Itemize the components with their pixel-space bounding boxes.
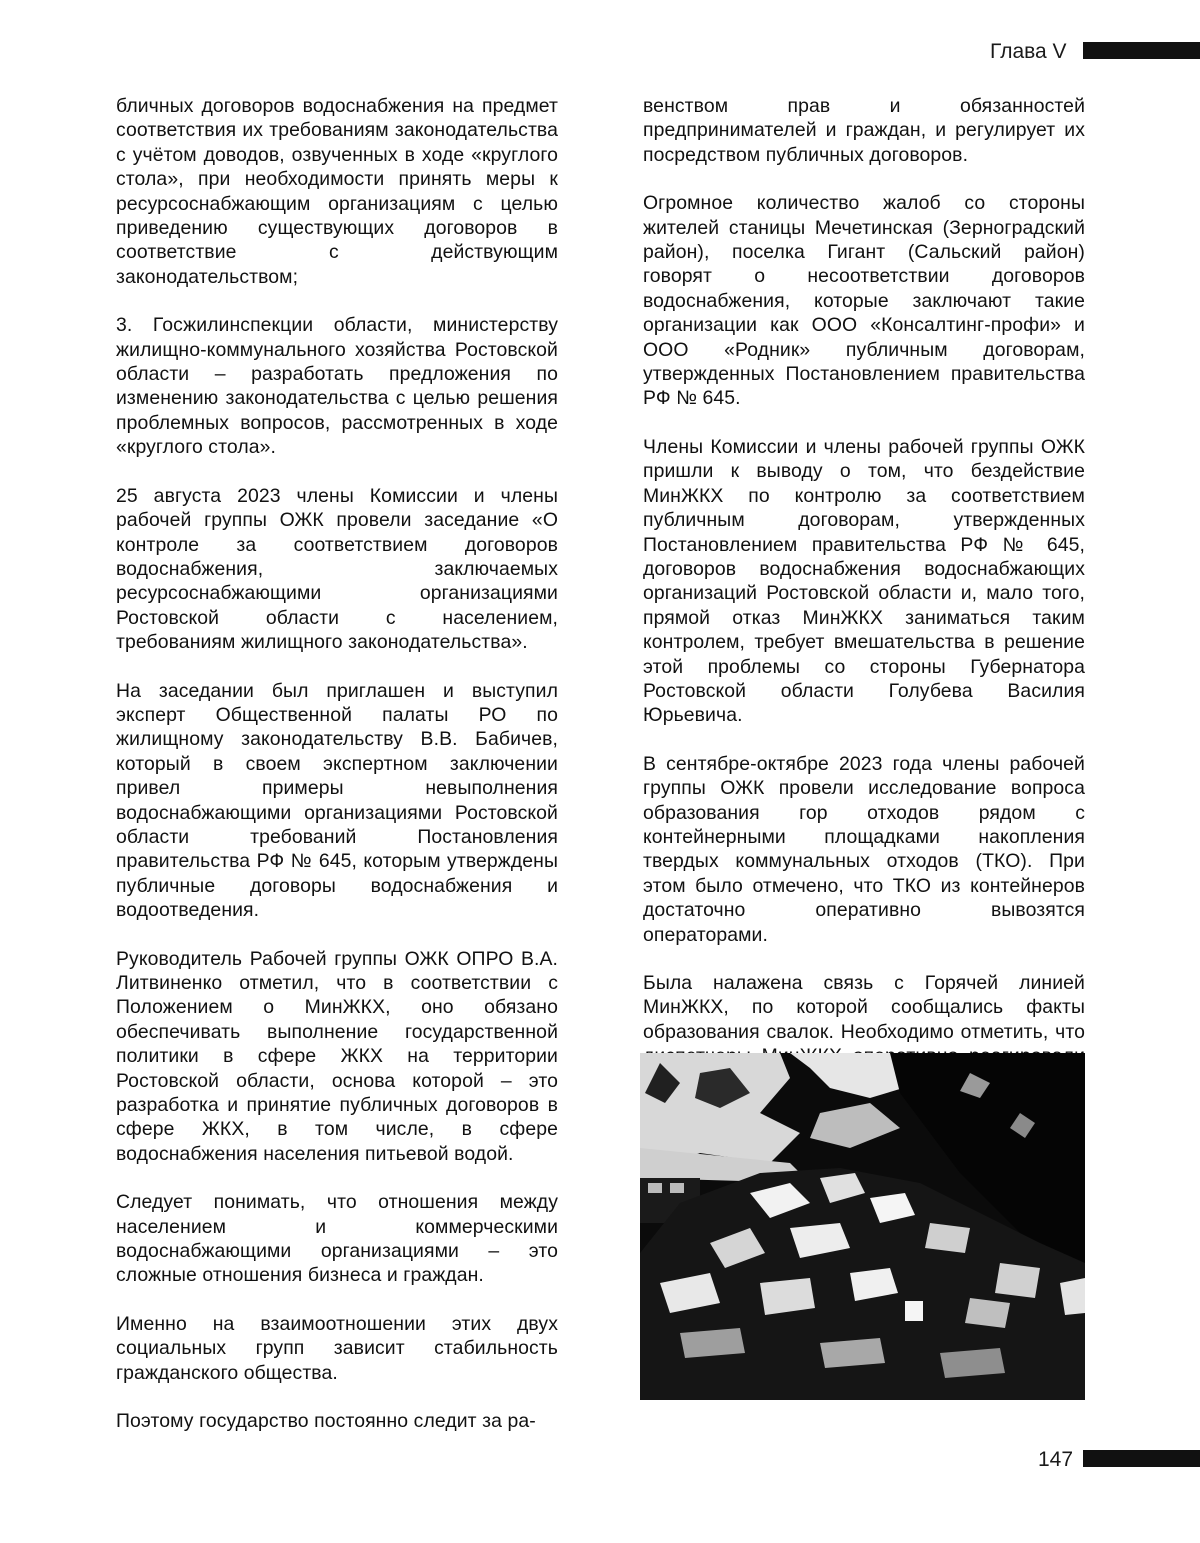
right-paragraph-5: Была налажена связь с Горячей линией МинЖКХ, по которой сообщались факты образования свалок. Необходимо отметить, что [643, 972, 1085, 1043]
left-paragraph-5: Руководитель Рабочей группы ОЖК ОПРО В.А. Литвиненко отметил, что в соответствии с Положением о МинЖКХ, оно обязано обеспечивать выполнение государственной политики в сфере ЖКХ на территории Ростовской области, основа которой – это разработка и принятие публичных договоров в сфере ЖКХ, в том числе, в сфере водоснабжения населения питьевой водой. [116, 947, 558, 1165]
header-bar [1083, 42, 1200, 59]
chapter-label: Глава V [990, 40, 1067, 63]
footer-bar [1083, 1450, 1200, 1467]
left-column [116, 94, 558, 1458]
left-paragraph-8: Поэтому государство постоянно следит за ра- [116, 1410, 536, 1433]
left-paragraph-7: Именно на взаимоотношении этих двух социальных групп зависит стабильность гражданского общества. [116, 1312, 558, 1384]
right-paragraph-3: Члены Комиссии и члены рабочей группы ОЖК пришли к выводу о том, что бездействие МинЖКХ по контролю за соответствием публичным договорам, утвержденных Постановлением правительства РФ № 645, договоров водоснабжения водоснабжающих организаций Ростовской области и, мало того, прямой отказ МинЖКХ заниматься таким контролем, требует вмешательства в решение этой проблемы со стороны Губернатора Ростовской области Голубева Василия Юрьевича. [643, 435, 1085, 727]
garbage-dump-photo [640, 1053, 1085, 1400]
photo-illustration [640, 1053, 1085, 1400]
right-column [643, 94, 1085, 1141]
right-paragraph-4: В сентябре-октябре 2023 года члены рабочей группы ОЖК провели исследование вопроса образования гор отходов рядом с контейнерными площадками накопления твердых коммунальных отходов (ТКО). При этом было отмечено, что ТКО из контейнеров достаточно оперативно вывозятся операторами. [643, 752, 1085, 946]
right-paragraph-1: венством прав и обязанностей предпринимателей и граждан, и регулирует их посредством публичных договоров. [643, 95, 1085, 166]
left-paragraph-6: Следует понимать, что отношения между населением и коммерческими водоснабжающими организациями – это сложные отношения бизнеса и граждан. [116, 1191, 558, 1287]
left-paragraph-4: На заседании был приглашен и выступил эксперт Общественной палаты РО по жилищному законодательству В.В. Бабичев, который в своем экспертном заключении привел примеры невыполнения водоснабжающими организациями Ростовской области требований Постановления правительства РФ № 645, которым утверждены публичные договоры водоснабжения и водоотведения. [116, 679, 558, 922]
left-paragraph-2: 3. Госжилинспекции области, министерству жилищно-коммунального хозяйства Ростовской области – разработать предложения по изменению законодательства с целью решения проблемных вопросов, рассмотренных в ходе «круглого стола». [116, 314, 558, 459]
left-paragraph-1: бличных договоров водоснабжения на предмет соответствия их требованиям законодательства с учётом доводов, озвученных в ходе «круглого стола», при необходимости принять меры к ресурсоснабжающим организациям с целью приведению существующих договоров в соответствие с действующим законодательством; [116, 95, 558, 288]
page-number: 147 [1038, 1448, 1074, 1471]
left-paragraph-3: 25 августа 2023 члены Комиссии и члены рабочей группы ОЖК провели заседание «О контроле за соответствием договоров водоснабжения, заключаемых ресурсоснабжающими организациями Ростовской области с населением, требованиям жилищного законодательства». [116, 484, 558, 654]
right-paragraph-2: Огромное количество жалоб со стороны жителей станицы Мечетинская (Зерноградский район), поселка Гигант (Сальский район) говорят о несоответствии договоров водоснабжения, которые заключают такие организации как ООО «Консалтинг-профи» и ООО «Родник» публичным договорам, утвержденных Постановлением правительства РФ № 645. [643, 192, 1085, 410]
